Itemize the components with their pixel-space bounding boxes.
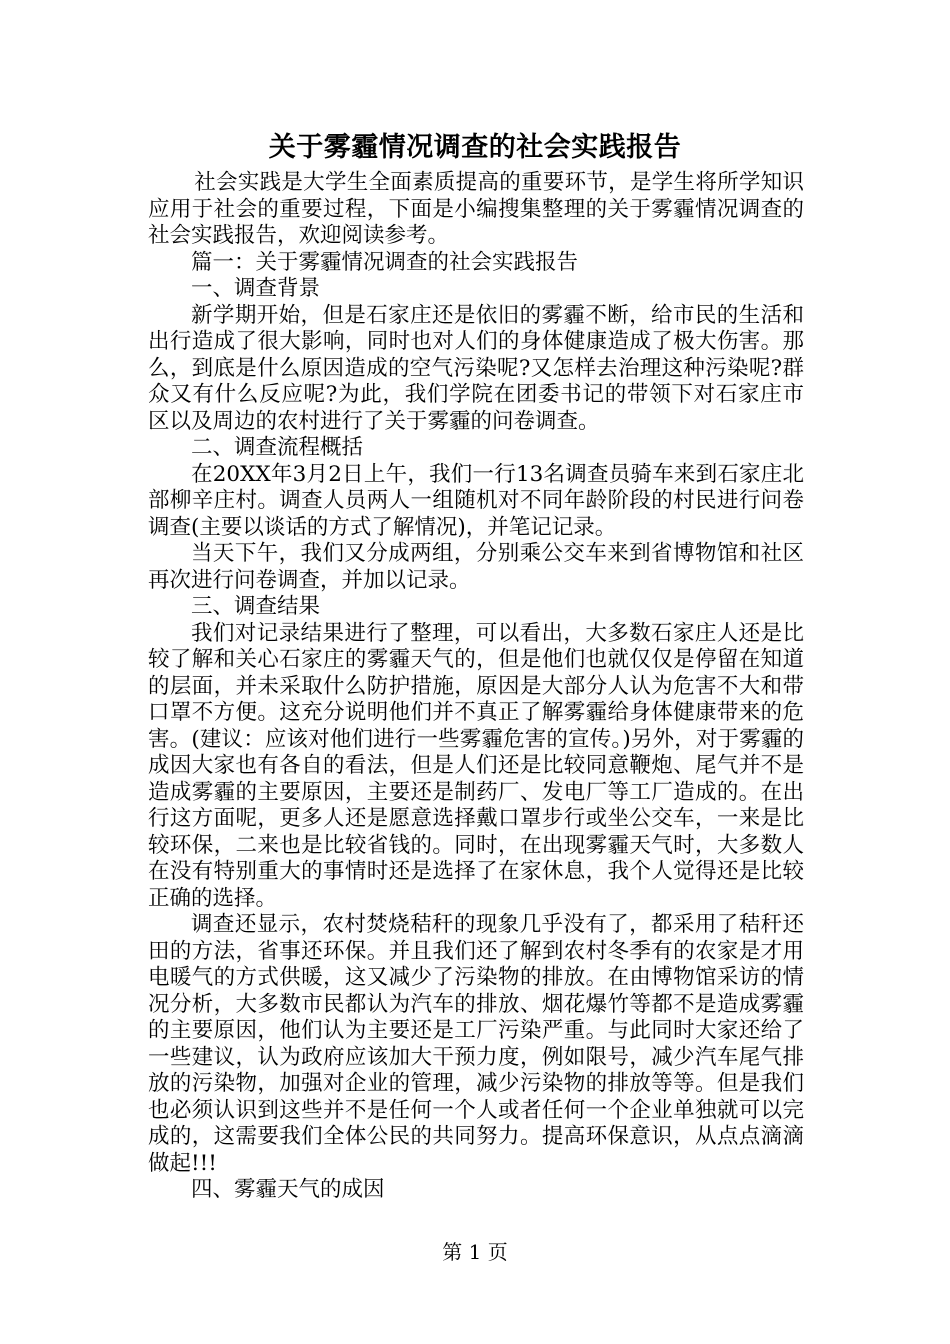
section-heading-results: 三、调查结果	[191, 594, 321, 619]
results-paragraph-1: 我们对记录结果进行了整理，可以看出，大多数石家庄人还是比较了解和关心石家庄的雾霾天气的，但是他们也就仅仅是停留在知道的层面，并未采取什么防护措施，原因是大部分人认为危害不大和带口罩不方便。这充分说明他们并不真正了解雾霾给身体健康带来的危害。(建议：应该对他们进行一些雾霾危害的宣传。)另外，对于雾霾的成因大家也有各自的看法，但是人们还是比较同意鞭炮、尾气并不是造成雾霾的主要原因，主要还是制药厂、发电厂等工厂造成的。在出行这方面呢，更多人还是愿意选择戴口罩步行或坐公交车，一来是比较环保，二来也是比较省钱的。同时，在出现雾霾天气时，大多数人在没有特别重大的事情时还是选择了在家休息，我个人觉得还是比较正确的选择。	[148, 620, 804, 911]
intro-paragraph: 社会实践是大学生全面素质提高的重要环节，是学生将所学知识应用于社会的重要过程，下面是小编搜集整理的关于雾霾情况调查的社会实践报告，欢迎阅读参考。	[148, 170, 804, 248]
document-title: 关于雾霾情况调查的社会实践报告	[268, 132, 682, 163]
page-number: 第 1 页	[442, 1240, 508, 1264]
background-paragraph: 新学期开始，但是石家庄还是依旧的雾霾不断，给市民的生活和出行造成了很大影响，同时也对人们的身体健康造成了极大伤害。那么，到底是什么原因造成的空气污染呢?又怎样去治理这种污染呢?群众又有什么反应呢?为此，我们学院在团委书记的带领下对石家庄市区以及周边的农村进行了关于雾霾的问卷调查。	[148, 302, 804, 434]
results-paragraph-2: 调查还显示，农村焚烧秸秆的现象几乎没有了，都采用了秸秆还田的方法，省事还环保。并且我们还了解到农村冬季有的农家是才用电暖气的方式供暖，这又减少了污染物的排放。在由博物馆采访的情况分析，大多数市民都认为汽车的排放、烟花爆竹等都不是造成雾霾的主要原因，他们认为主要还是工厂污染严重。与此同时大家还给了一些建议，认为政府应该加大干预力度，例如限号，减少汽车尾气排放的污染物，加强对企业的管理，减少污染物的排放等等。但是我们也必须认识到这些并不是任何一个人或者任何一个企业单独就可以完成的，这需要我们全体公民的共同努力。提高环保意识，从点点滴滴做起!!!	[148, 912, 804, 1176]
section-heading-causes: 四、雾霾天气的成因	[191, 1177, 385, 1202]
section-heading-process: 二、调查流程概括	[191, 435, 364, 460]
section-heading-part-one: 篇一：关于雾霾情况调查的社会实践报告	[191, 249, 579, 275]
process-paragraph-afternoon: 当天下午，我们又分成两组，分别乘公交车来到省博物馆和社区再次进行问卷调查，并加以记录。	[148, 541, 804, 593]
process-paragraph-morning: 在20XX年3月2日上午，我们一行13名调查员骑车来到石家庄北部柳辛庄村。调查人员两人一组随机对不同年龄阶段的村民进行问卷调查(主要以谈话的方式了解情况)，并笔记记录。	[148, 461, 804, 540]
section-heading-background: 一、调查背景	[191, 276, 321, 301]
document-body	[148, 170, 804, 1204]
